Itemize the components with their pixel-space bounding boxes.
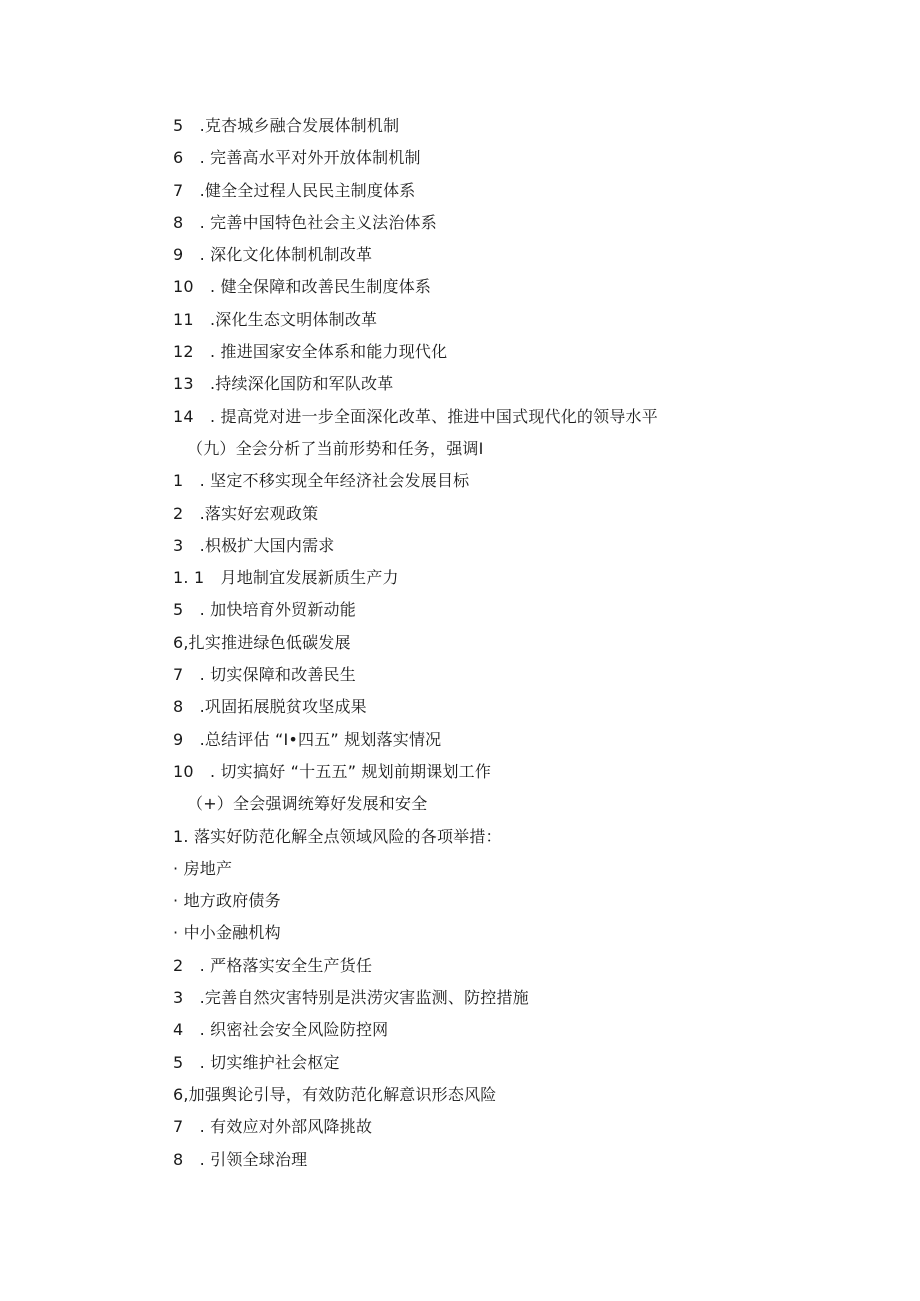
list-item: 2 . 严格落实安全生产货任 [173, 955, 373, 975]
list-item: 10 . 切实搞好 “十五五” 规划前期课划工作 [173, 761, 492, 781]
list-item: 7 . 切实保障和改善民生 [173, 665, 356, 685]
list-item: 11 .深化生态文明体制改革 [173, 309, 378, 329]
bullet-item: · 中小金融机构 [173, 923, 281, 943]
list-item: 6 . 完善高水平对外开放体制机制 [173, 148, 421, 168]
list-item: 1. 1 月地制宜发展新质生产力 [173, 568, 399, 588]
list-item: 2 .落实好宏观政策 [173, 503, 319, 523]
section-heading: （九）全会分析了当前形势和任务，强调I [187, 438, 484, 458]
list-item: 5 . 切实维护社会枢定 [173, 1052, 340, 1072]
list-item: 6,加强舆论引导，有效防范化解意识形态风险 [173, 1084, 497, 1104]
list-item: 5 . 加快培育外贸新动能 [173, 600, 356, 620]
list-item: 1. 落实好防范化解全点领域风险的各项举措： [173, 826, 502, 846]
list-item: 5 .克杏城乡融合发展体制机制 [173, 116, 400, 135]
list-item: 8 . 完善中国特色社会主义法治体系 [173, 212, 437, 232]
list-item: 7 . 有效应对外部风降挑故 [173, 1117, 373, 1137]
list-item: 3 .枳极扩大国内需求 [173, 535, 335, 555]
list-item: 9 . 深化文化体制机制改革 [173, 245, 373, 265]
document-body [173, 113, 853, 1179]
list-item: 12 . 推进国家安全体系和能力现代化 [173, 342, 448, 362]
list-item: 1 . 坚定不移实现全年经济社会发展目标 [173, 471, 470, 491]
list-item: 4 . 织密社会安全风险防控网 [173, 1020, 389, 1040]
bullet-item: · 房地产 [173, 858, 233, 878]
list-item: 8 . 引领全球治理 [173, 1149, 308, 1169]
list-item: 14 . 提高党对进一步全面深化改革、推进中国式现代化的领导水平 [173, 406, 658, 426]
bullet-item: · 地方政府债务 [173, 891, 281, 911]
list-item: 8 .巩固拓展脱贫攻坚成果 [173, 697, 367, 717]
list-item: 7 .健全全过程人民民主制度体系 [173, 180, 416, 200]
section-heading: （+）全会强调统筹好发展和安全 [187, 794, 428, 814]
list-item: 6,扎实推进绿色低碳发展 [173, 632, 351, 652]
list-item: 13 .持续深化国防和军队改革 [173, 374, 394, 394]
list-item: 9 .总结评估 “I•四五” 规划落实情况 [173, 729, 442, 749]
list-item: 3 .完善自然灾害特别是洪涝灾害监测、防控措施 [173, 988, 529, 1008]
list-item: 10 . 健全保障和改善民生制度体系 [173, 277, 432, 297]
